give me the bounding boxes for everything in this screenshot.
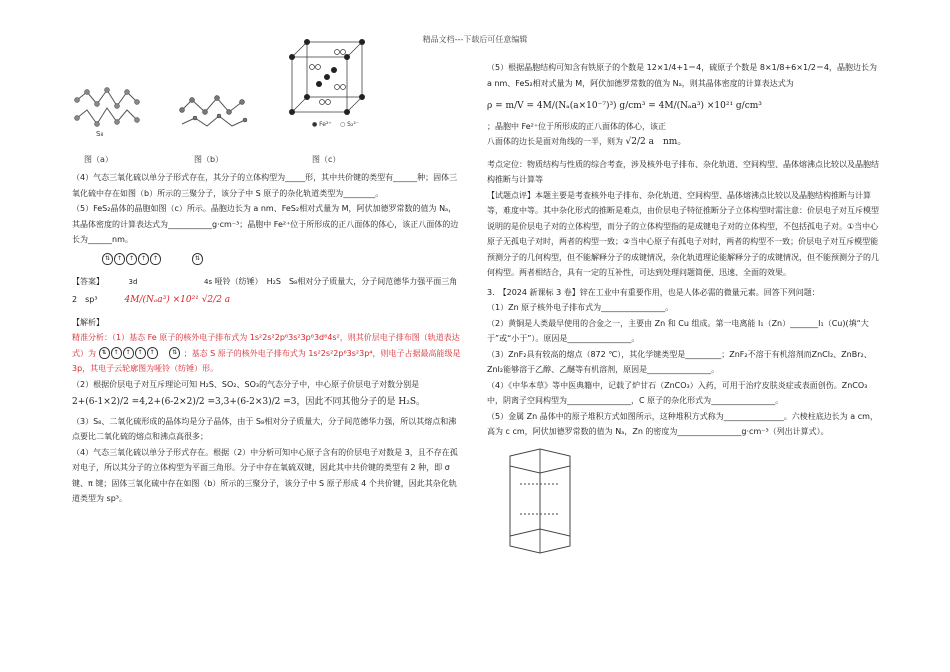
figure-c-legend-fe: ● Fe²⁺ — [312, 121, 332, 128]
hcp-prism-figure — [495, 444, 585, 564]
left-column — [72, 80, 462, 507]
question-3-title: 3. 【2024 新课标 3 卷】锌在工业中有重要作用，也是人体必需的微量元素。回答下列问题： — [487, 287, 820, 297]
analysis-1-orbitals: ⇅ ↑ ↑ ↑ ↑ ⇅ — [99, 349, 184, 358]
question-5: （5）FeS₂晶体的晶胞如图（c）所示。晶胞边长为 a nm、FeS₂相对式量为 M，阿伏加德罗常数的值为 Nₐ，其晶体密度的计算表达式为___________g·cm⁻³；晶胞中 Fe²⁺位于所形成的正八面体的体心，该正八面体的边长为______nm。 — [72, 204, 459, 244]
answer-4s-label: 4s — [204, 277, 213, 286]
figure-a-s8-ring — [72, 80, 142, 140]
answer-3d-label: 3d — [128, 277, 138, 286]
analysis-3: （3）S₈、二氧化硫形成的晶体均是分子晶体，由于 S₈相对分子质量大，分子间范德华力强，所以其熔点和沸点要比二氧化硫的熔点和沸点高很多； — [72, 416, 457, 441]
figure-a-tag: S₈ — [96, 130, 104, 138]
right-answer-5c-value: √2/2 a nm。 — [625, 137, 687, 147]
right-answer-5b: ；晶胞中 Fe²⁺位于所形成的正八面体的体心，该正 — [487, 121, 667, 131]
question-3-3: （3）ZnF₂具有较高的熔点（872 ℃），其化学键类型是_________；ZnF₂不溶于有机溶剂而ZnCl₂、ZnBr₂、ZnI₂能够溶于乙醇、乙醚等有机溶剂，原因是________________。 — [487, 349, 872, 374]
answer-line — [72, 274, 462, 291]
question-3-5: （5）金属 Zn 晶体中的原子堆积方式如图所示，这种堆积方式称为_______________。六棱柱底边长为 a cm，高为 c cm，阿伏加德罗常数的值为 Nₐ，Zn 的密度为________________g·cm⁻³（列出计算式）。 — [487, 411, 878, 436]
right-column — [487, 60, 882, 569]
analysis-label: 【解析】 — [72, 317, 104, 327]
right-answer-5: （5）根据晶胞结构可知含有铁原子的个数是 12×1/4+1＝4，硫原子个数是 8×1/8+6×1/2＝4，晶胞边长为 a nm、FeS₂相对式量为 M，阿伏加德罗常数的值为 Nₐ，则其晶体密度的计算表达式为 — [487, 63, 877, 88]
analysis-4: （4）气态三氧化硫以单分子形式存在。根据（2）中分析可知中心原子含有的价层电子对数是 3，且不存在孤对电子，所以其分子的立体构型为平面三角形。分子中存在氧硫双键，因此其中共价键的类型有 2 种，即 σ 键、π 键；固体三氧化硫中存在如图（b）所示的三聚分子，该分子中 S 原子形成 4 个共价键，因此其杂化轨道类型为 sp³。 — [72, 447, 458, 503]
figure-b-label: 图（b） — [194, 155, 224, 164]
answer-formula: 4M/(Nₐa³) ×10²¹ √2/2 a — [124, 295, 231, 305]
question-3-1: （1）Zn 原子核外电子排布式为________________。 — [487, 303, 674, 312]
question-3-4: （4）《中华本草》等中医典籍中，记载了炉甘石（ZnCO₃）入药，可用于治疗皮肤炎症或表面创伤。ZnCO₃中，阴离子空间构型为________________，C 原子的杂化形式为________________。 — [487, 380, 868, 405]
kaodian: 考点定位：物质结构与性质的综合考查，涉及核外电子排布、杂化轨道、空间构型、晶体熔沸点比较以及晶胞结构推断与计算等 — [487, 159, 879, 184]
answer-text: 哑铃（纺锤） H₂S S₈相对分子质量大，分子间范德华力强平面三角 — [214, 276, 458, 286]
analysis-2: （2）根据价层电子对互斥理论可知 H₂S、SO₂、SO₃的气态分子中，中心原子价层电子对数分别是 — [72, 379, 420, 389]
figure-a-label: 图（a） — [84, 155, 113, 164]
right-answer-5c-text: 八面体的边长是面对角线的一半，则为 — [487, 137, 623, 146]
question-4: （4）气态三氧化硫以单分子形式存在，其分子的立体构型为_____形，其中共价键的类型有______种；固体三氧化硫中存在如图（b）所示的三聚分子，该分子中 S 原子的杂化轨道类型为________。 — [72, 173, 458, 198]
analysis-1b-text: ；基态 S 原子的核外电子排布式为 1s²2s²2p⁶3s²3p⁴，则电子占据最高能级是 3p，其电子云轮廓图为哑铃（纺锤）形。 — [72, 348, 461, 373]
answer-formula-line — [72, 292, 462, 309]
figure-c-fes2-unit-cell — [282, 22, 372, 132]
answer-3d-orbitals: ⇅ ↑ ↑ ↑ ↑ — [102, 252, 162, 268]
page-header: 精品文档---下载后可任意编辑 — [422, 35, 528, 44]
dianjing: 【试题点评】本题主要是考查核外电子排布、杂化轨道、空间构型、晶体熔沸点比较以及晶胞结构推断与计算等，难度中等。其中杂化形式的推断是难点，由价层电子特征推断分子立体构型时需注意：价层电子对互斥模型说明的是价层电子对的立体构型，而分子的立体构型指的是成键电子对的立体构型，不包括孤电子对。①当中心原子无孤电子对时，两者的构型一致；②当中心原子有孤电子对时，两者的构型不一致；价层电子对互斥模型能预测分子的几何构型，但不能解释分子的成键情况，杂化轨道理论能解释分子的成键情况，但不能预测分子的几何构型。两者相结合，具有一定的互补性，可达到处理问题简便、迅速、全面的效果。 — [487, 190, 879, 277]
answer-label: 【答案】 — [72, 276, 104, 286]
right-answer-5c — [487, 134, 882, 151]
analysis-1-text: 精准分析：（1）基态 Fe 原子的核外电子排布式为 1s²2s²2p⁶3s²3p⁶3d⁶4s²，则其价层电子排布图（轨道表达式）为 — [72, 333, 460, 358]
answer-prefix: 2 sp³ — [72, 295, 98, 304]
density-formula: ρ = m/V = 4M/(Nₐ(a×10⁻⁷)³) g/cm³ = 4M/(Nₐa³) ×10²¹ g/cm³ — [487, 101, 762, 111]
answer-4s-orbital: ⇅ — [192, 252, 204, 268]
question-3-2: （2）黄铜是人类最早使用的合金之一，主要由 Zn 和 Cu 组成。第一电离能 I₁（Zn）_______I₁（Cu)(填“大于”或“小于”）。原因是________________。 — [487, 318, 869, 343]
figure-c-legend-s: ○ S₂²⁻ — [340, 121, 359, 128]
answer-orbital-row — [72, 252, 462, 274]
figure-b-trimer — [177, 80, 252, 140]
analysis-1 — [72, 330, 462, 377]
figure-row — [72, 80, 462, 170]
figure-c-label: 图（c） — [312, 155, 341, 164]
analysis-2-calc: 2+(6-1×2)/2 =4,2+(6-2×2)/2 =3,3+(6-2×3)/2 =3，因此不同其他分子的是 H₂S。 — [72, 397, 426, 407]
